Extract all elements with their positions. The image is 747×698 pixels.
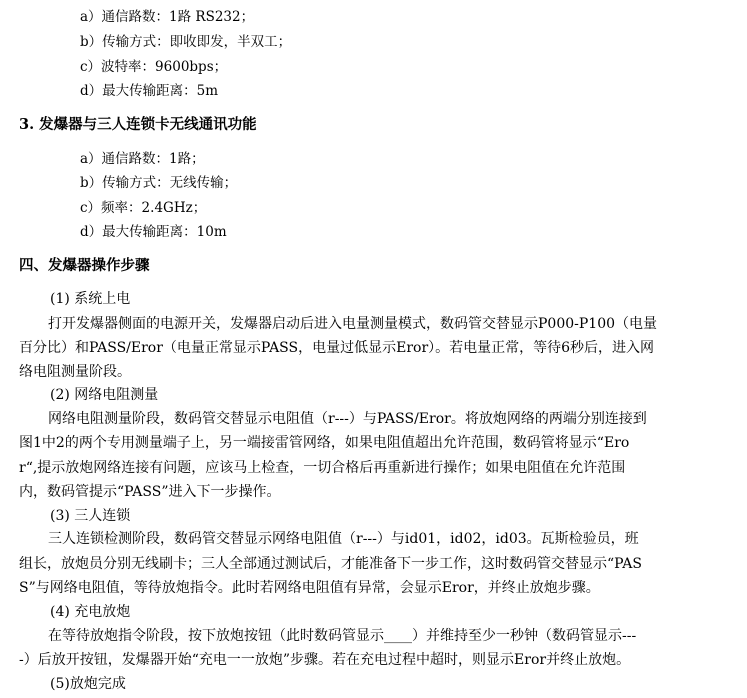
paragraph-line: 百分比）和PASS/Eror（电量正常显示PASS，电量过低显示Eror）。若电量正常，等待6秒后，进入网	[19, 340, 655, 356]
paragraph-line: -）后放开按钮，发爆器开始“充电一一放炮”步骤。若在充电过程中超时，则显示Eror并终止放炮。	[19, 652, 631, 668]
section-heading: 四、发爆器操作步骤	[19, 257, 150, 274]
paragraph-line: 三人连锁检测阶段，数码管交替显示网络电阻值（r---）与id01，id02，id03。瓦斯检验员，班	[48, 531, 639, 547]
list-item: c）频率：2.4GHz；	[80, 200, 207, 216]
step-heading: (1) 系统上电	[50, 291, 131, 307]
paragraph-line: 在等待放炮指令阶段，按下放炮按钮（此时数码管显示____）并维持至少一秒钟（数码管显示---	[48, 628, 637, 644]
paragraph-line: 图1中2的两个专用测量端子上，另一端接雷管网络，如果电阻值超出允许范围，数码管将显示“Ero	[19, 435, 630, 451]
paragraph-line: 内，数码管提示“PASS”进入下一步操作。	[19, 484, 281, 500]
section-heading: 3. 发爆器与三人连锁卡无线通讯功能	[19, 116, 257, 133]
list-item: d）最大传输距离：5m	[80, 83, 219, 99]
step-heading: (4) 充电放炮	[50, 604, 131, 620]
list-item: b）传输方式：即收即发，半双工；	[80, 34, 292, 50]
list-item: a）通信路数：1路 RS232；	[80, 9, 255, 25]
paragraph-line: r“,提示放炮网络连接有问题，应该马上检查，一切合格后再重新进行操作；如果电阻值在允许范围	[19, 460, 626, 476]
step-heading: (3) 三人连锁	[50, 508, 131, 524]
paragraph-line: S”与网络电阻值，等待放炮指令。此时若网络电阻值有异常，会显示Eror，并终止放炮步骤。	[19, 580, 600, 596]
paragraph-line: 网络电阻测量阶段，数码管交替显示电阻值（r---）与PASS/Eror。将放炮网络的两端分别连接到	[48, 411, 647, 427]
paragraph-line: 组长，放炮员分别无线刷卡；三人全部通过测试后，才能准备下一步工作，这时数码管交替显示“PAS	[19, 556, 642, 572]
list-item: b）传输方式：无线传输；	[80, 175, 238, 191]
paragraph-line: 打开发爆器侧面的电源开关，发爆器启动后进入电量测量模式，数码管交替显示P000-P100（电量	[48, 316, 658, 332]
list-item: d）最大传输距离：10m	[80, 224, 227, 240]
step-heading: (5)放炮完成	[50, 676, 126, 692]
paragraph-line: 络电阻测量阶段。	[19, 364, 131, 380]
step-heading: (2) 网络电阻测量	[50, 387, 159, 403]
list-item: a）通信路数：1路；	[80, 151, 205, 167]
list-item: c）波特率：9600bps；	[80, 59, 228, 75]
